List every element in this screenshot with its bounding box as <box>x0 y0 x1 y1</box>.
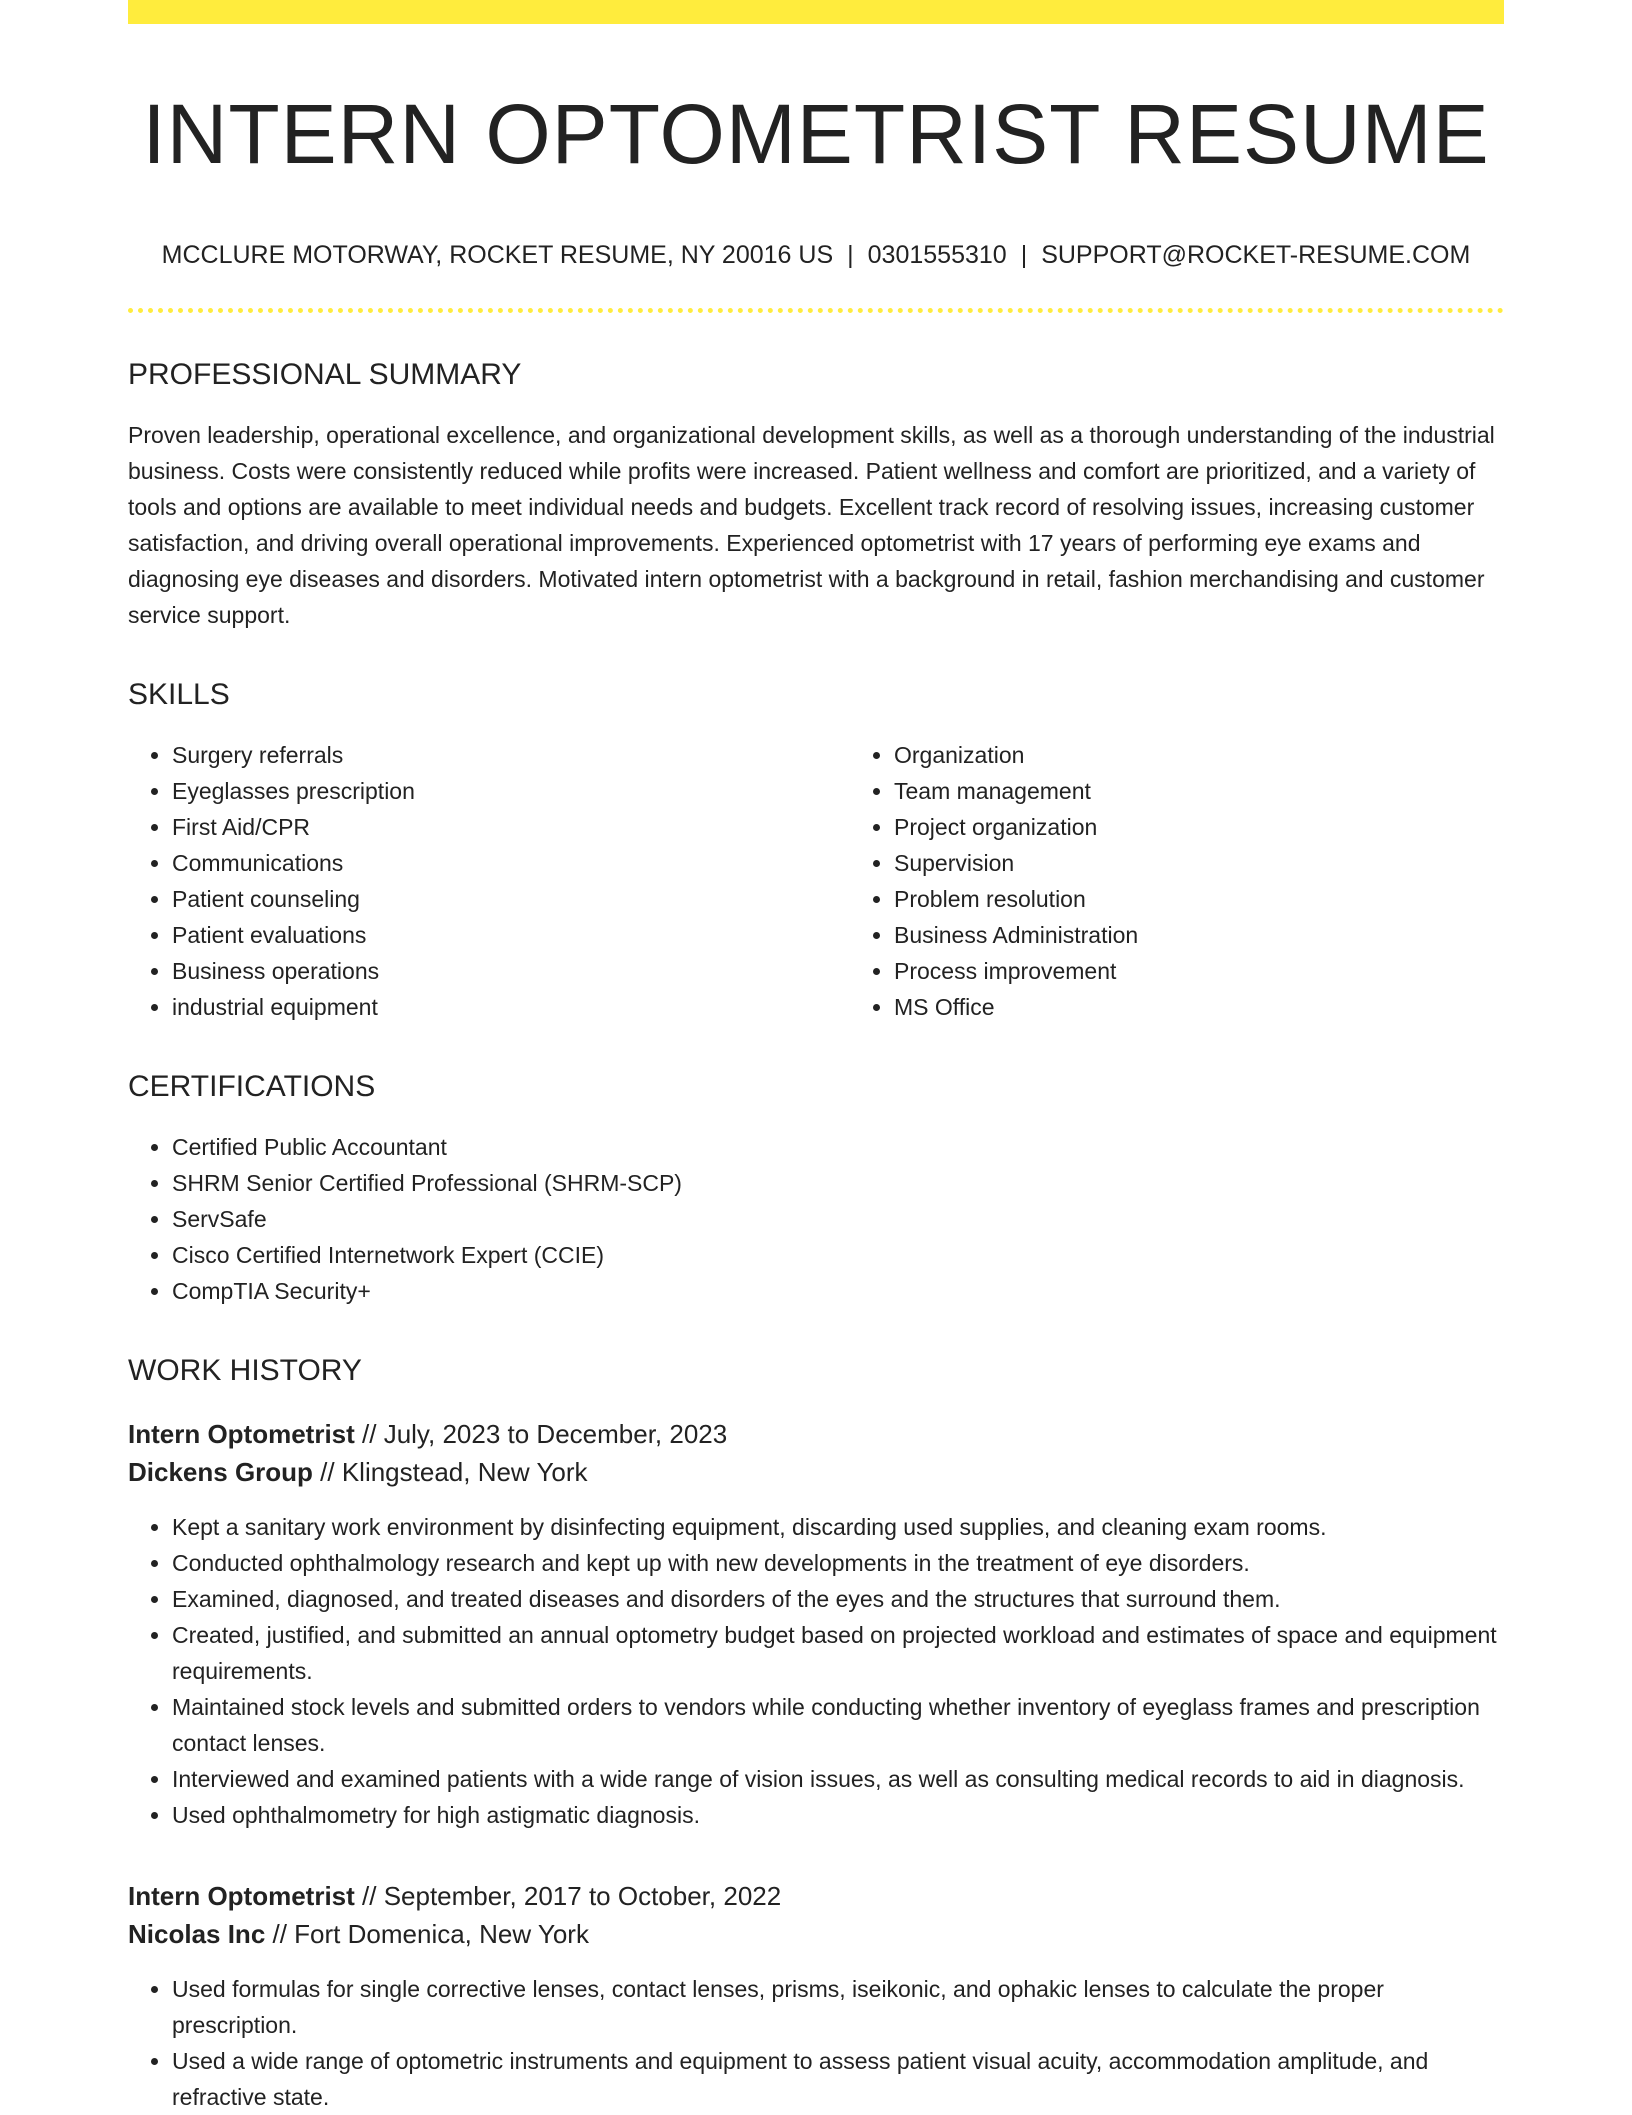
resume-page <box>128 0 1504 2115</box>
top-accent-bar <box>128 0 1504 24</box>
list-item: • Examined, diagnosed, and treated diseases and disorders of the eyes and the structures that surround them. <box>172 1581 1504 1617</box>
summary-heading: PROFESSIONAL SUMMARY <box>128 358 522 391</box>
work-history-heading: WORK HISTORY <box>128 1354 362 1387</box>
list-item: • Kept a sanitary work environment by disinfecting equipment, discarding used supplies, and cleaning exam rooms. <box>172 1509 1504 1545</box>
list-item: • Conducted ophthalmology research and kept up with new developments in the treatment of eye disorders. <box>172 1545 1504 1581</box>
list-item: • industrial equipment <box>172 989 850 1025</box>
job-location: // Klingstead, New York <box>312 1457 588 1487</box>
list-item: • Surgery referrals <box>172 737 850 773</box>
contact-separator: | <box>847 241 854 269</box>
skills-columns <box>128 713 1504 1025</box>
job-company-line <box>128 1915 1504 1953</box>
list-item: • Business Administration <box>894 917 1572 953</box>
list-item: • Process improvement <box>894 953 1572 989</box>
list-item: • First Aid/CPR <box>172 809 850 845</box>
job-location: // Fort Domenica, New York <box>265 1919 589 1949</box>
list-item: • Team management <box>894 773 1572 809</box>
job-company: Nicolas Inc <box>128 1919 266 1949</box>
contact-address: MCCLURE MOTORWAY, ROCKET RESUME, NY 20016 US <box>161 241 834 269</box>
certifications-section <box>128 1069 1504 1309</box>
job-bullets <box>128 1509 1504 1833</box>
job-bullets <box>128 1971 1504 2115</box>
job-entry <box>128 1415 1504 1833</box>
list-item: • Certified Public Accountant <box>172 1129 1504 1165</box>
job-entry <box>128 1877 1504 2115</box>
job-title: Intern Optometrist <box>128 1881 355 1911</box>
list-item: • Patient evaluations <box>172 917 850 953</box>
list-item: • Communications <box>172 845 850 881</box>
page-title: INTERN OPTOMETRIST RESUME <box>142 87 1490 181</box>
certifications-heading: CERTIFICATIONS <box>128 1070 376 1103</box>
list-item: • MS Office <box>894 989 1572 1025</box>
list-item: • Supervision <box>894 845 1572 881</box>
work-history-section <box>128 1353 1504 2115</box>
contact-separator: | <box>1020 241 1028 269</box>
list-item: • Maintained stock levels and submitted orders to vendors while conducting whether inventory of eyeglass frames and prescription contact lenses. <box>172 1689 1504 1761</box>
list-item: • Organization <box>894 737 1572 773</box>
list-item: • Interviewed and examined patients with a wide range of vision issues, as well as consulting medical records to aid in diagnosis. <box>172 1761 1504 1797</box>
list-item: • Business operations <box>172 953 850 989</box>
list-item: • Used formulas for single corrective lenses, contact lenses, prisms, iseikonic, and ophakic lenses to calculate the proper prescription. <box>172 1971 1504 2043</box>
contact-email: SUPPORT@ROCKET-RESUME.COM <box>1041 241 1471 269</box>
list-item: • CompTIA Security+ <box>172 1273 1504 1309</box>
list-item: • Created, justified, and submitted an annual optometry budget based on projected workload and estimates of space and equipment requirements. <box>172 1617 1504 1689</box>
job-company-line <box>128 1453 1504 1491</box>
skills-list-left <box>128 737 850 1025</box>
job-title-line <box>128 1415 1504 1453</box>
summary-section <box>128 357 1504 633</box>
list-item: • Used a wide range of optometric instruments and equipment to assess patient visual acuity, accommodation amplitude, and refractive state. <box>172 2043 1504 2115</box>
certifications-list <box>128 1129 1504 1309</box>
skills-section <box>128 677 1504 1025</box>
contact-line <box>128 240 1504 270</box>
contact-phone: 0301555310 <box>867 241 1007 269</box>
dotted-divider <box>128 308 1504 313</box>
job-company: Dickens Group <box>128 1457 313 1487</box>
job-dates: // September, 2017 to October, 2022 <box>354 1881 782 1911</box>
skills-heading: SKILLS <box>128 678 230 711</box>
list-item: • SHRM Senior Certified Professional (SHRM-SCP) <box>172 1165 1504 1201</box>
job-dates: // July, 2023 to December, 2023 <box>354 1419 728 1449</box>
summary-text: Proven leadership, operational excellence, and organizational development skills, as well as a thorough understanding of the industrial business. Costs were consistently reduced while profits were increased. Patient wellness and comfort are prioritized, and a variety of tools and options are available to meet individual needs and budgets. Excellent track record of resolving issues, increasing customer satisfaction, and driving overall operational improvements. Experienced optometrist with 17 years of performing eye exams and diagnosing eye diseases and disorders. Motivated intern optometrist with a background in retail, fashion merchandising and customer service support. <box>128 422 1495 628</box>
list-item: • Project organization <box>894 809 1572 845</box>
list-item: • Eyeglasses prescription <box>172 773 850 809</box>
list-item: • Cisco Certified Internetwork Expert (CCIE) <box>172 1237 1504 1273</box>
list-item: • Problem resolution <box>894 881 1572 917</box>
skills-list-right <box>850 737 1572 1025</box>
job-title: Intern Optometrist <box>128 1419 355 1449</box>
list-item: • ServSafe <box>172 1201 1504 1237</box>
job-title-line <box>128 1877 1504 1915</box>
list-item: • Used ophthalmometry for high astigmatic diagnosis. <box>172 1797 1504 1833</box>
list-item: • Patient counseling <box>172 881 850 917</box>
